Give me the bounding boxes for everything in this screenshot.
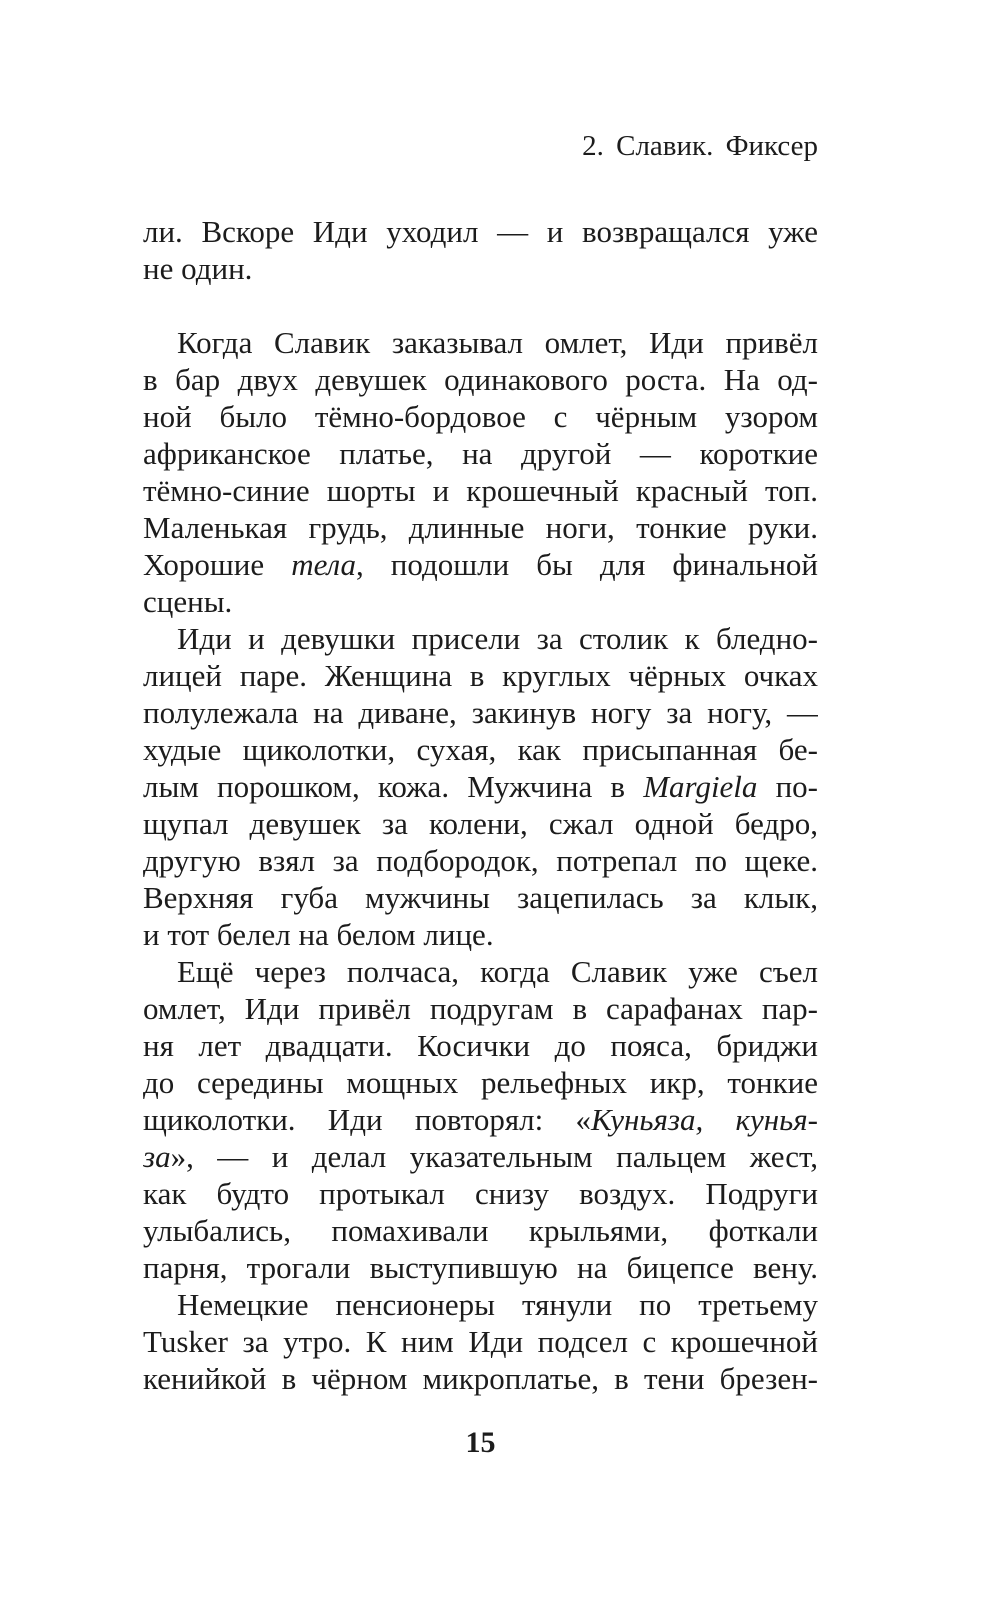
paragraph	[143, 620, 818, 953]
text-segment: ня лет двадцати. Косички до пояса, бриджи	[143, 1028, 818, 1063]
text-line	[143, 1323, 818, 1360]
italic-text: Margiela	[643, 769, 758, 804]
text-segment: кенийкой в чёрном микроплатье, в тени брезен-	[143, 1361, 818, 1396]
text-line	[143, 916, 818, 953]
paragraph	[143, 324, 818, 620]
italic-text: за	[143, 1139, 171, 1174]
text-line	[143, 768, 818, 805]
text-segment: африканское платье, на другой — короткие	[143, 436, 818, 471]
text-segment: Ещё через полчаса, когда Славик уже съел	[177, 954, 818, 989]
text-segment: Немецкие пенсионеры тянули по третьему	[177, 1287, 818, 1322]
text-segment: Иди и девушки присели за столик к бледно-	[177, 621, 818, 656]
text-line	[143, 213, 818, 250]
text-line	[143, 1249, 818, 1286]
text-line	[143, 1175, 818, 1212]
text-segment: тёмно-синие шорты и крошечный красный топ.	[143, 473, 818, 508]
text-segment: омлет, Иди привёл подругам в сарафанах пар-	[143, 991, 818, 1026]
text-line	[143, 694, 818, 731]
text-line	[143, 805, 818, 842]
text-segment: худые щиколотки, сухая, как присыпанная бе-	[143, 732, 818, 767]
text-segment: как будто протыкал снизу воздух. Подруги	[143, 1176, 818, 1211]
paragraph	[143, 213, 818, 287]
body-text	[143, 213, 818, 1397]
text-line	[143, 1101, 818, 1138]
text-line	[143, 1138, 818, 1175]
text-line	[143, 546, 818, 583]
text-line	[143, 1286, 818, 1323]
text-line	[143, 1027, 818, 1064]
text-segment: Верхняя губа мужчины зацепилась за клык,	[143, 880, 818, 915]
text-line	[143, 1360, 818, 1397]
text-segment: по-	[757, 769, 818, 804]
page-number: 15	[465, 1426, 496, 1459]
text-line	[143, 472, 818, 509]
text-line	[143, 435, 818, 472]
text-segment: лицей паре. Женщина в круглых чёрных очках	[143, 658, 818, 693]
text-segment: ли. Вскоре Иди уходил — и возвращался уже	[143, 214, 818, 249]
italic-text: тела	[291, 547, 356, 582]
text-segment: щиколотки. Иди повторял: «	[143, 1102, 592, 1137]
text-segment: ной было тёмно-бордовое с чёрным узором	[143, 399, 818, 434]
text-segment: Хорошие	[143, 547, 292, 582]
text-segment: , подошли бы для финальной	[355, 547, 818, 582]
text-line	[143, 1212, 818, 1249]
running-header: 2. Славик. Фиксер	[582, 130, 818, 162]
text-segment: полулежала на диване, закинув ногу за ногу, —	[143, 695, 818, 730]
text-segment: щупал девушек за колени, сжал одной бедро,	[143, 806, 818, 841]
text-line	[143, 1064, 818, 1101]
text-line	[143, 620, 818, 657]
text-segment: Tusker за утро. К ним Иди подсел с крошечной	[143, 1324, 818, 1359]
text-segment: и тот белел на белом лице.	[143, 917, 494, 952]
text-line	[143, 657, 818, 694]
text-segment: парня, трогали выступившую на бицепсе вену.	[143, 1250, 818, 1285]
text-segment: сцены.	[143, 584, 233, 619]
text-line	[143, 361, 818, 398]
text-segment: », — и делал указательным пальцем жест,	[170, 1139, 818, 1174]
text-segment: лым порошком, кожа. Мужчина в	[143, 769, 644, 804]
text-line	[143, 398, 818, 435]
text-segment: улыбались, помахивали крыльями, фоткали	[143, 1213, 818, 1248]
text-line	[143, 324, 818, 361]
text-segment: не один.	[143, 251, 253, 286]
text-segment: Когда Славик заказывал омлет, Иди привёл	[177, 325, 818, 360]
text-line	[143, 731, 818, 768]
text-segment: в бар двух девушек одинакового роста. На од-	[143, 362, 818, 397]
text-segment: Маленькая грудь, длинные ноги, тонкие руки.	[143, 510, 818, 545]
text-line	[143, 879, 818, 916]
italic-text: Куньяза, кунья-	[591, 1102, 818, 1137]
text-line	[143, 509, 818, 546]
paragraph	[143, 1286, 818, 1397]
text-line	[143, 953, 818, 990]
text-line	[143, 583, 818, 620]
paragraph	[143, 953, 818, 1286]
text-line	[143, 842, 818, 879]
text-line	[143, 990, 818, 1027]
text-line	[143, 250, 818, 287]
text-segment: до середины мощных рельефных икр, тонкие	[143, 1065, 818, 1100]
text-segment: другую взял за подбородок, потрепал по щеке.	[143, 843, 818, 878]
